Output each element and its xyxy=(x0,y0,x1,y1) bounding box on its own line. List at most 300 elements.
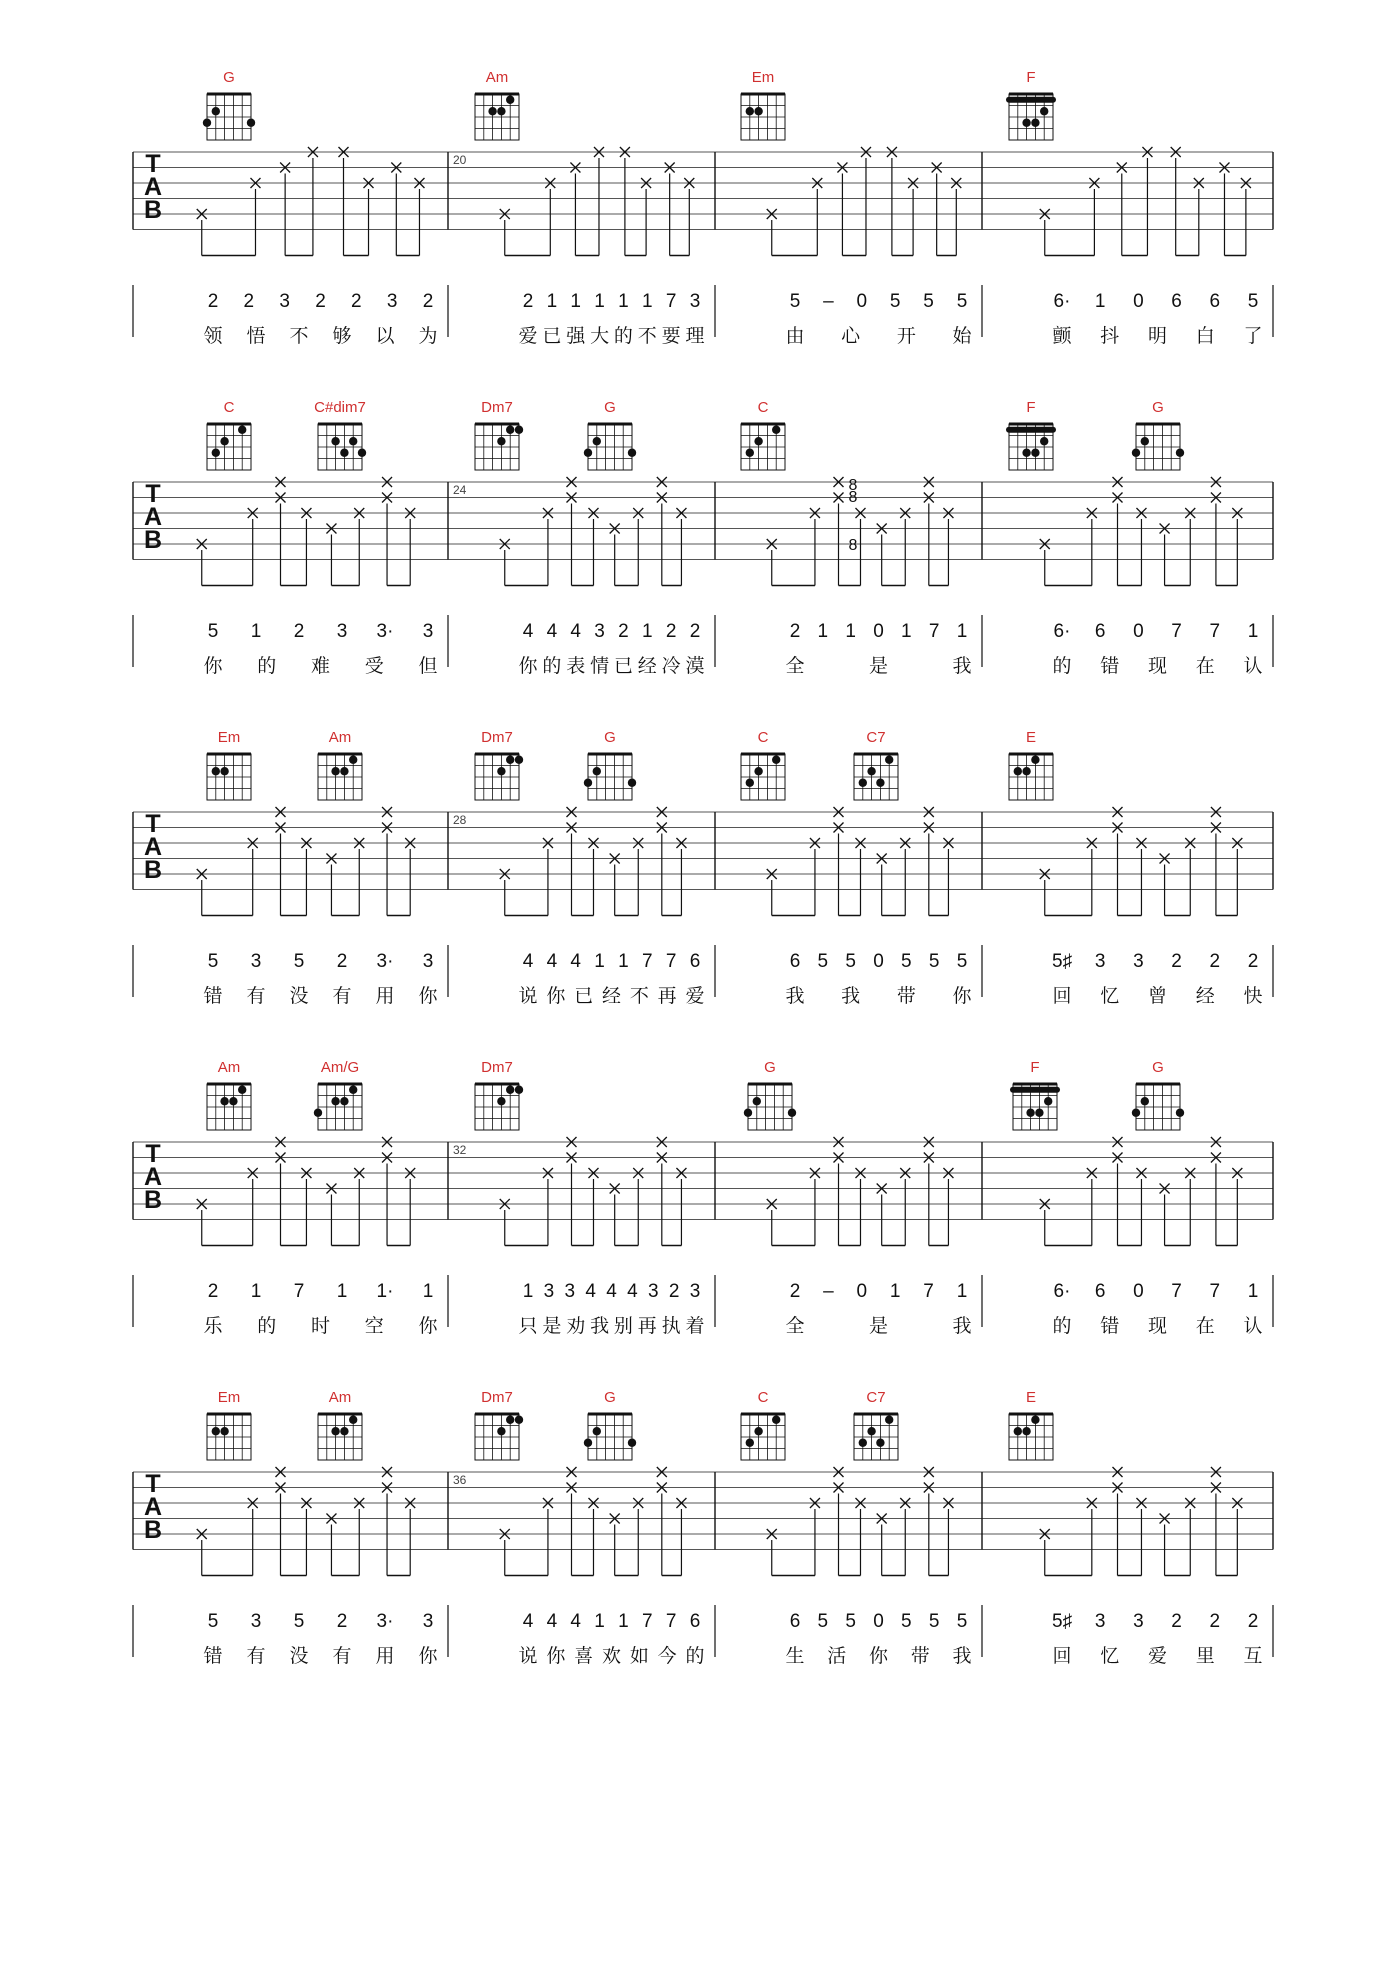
jianpu-note: 3 xyxy=(543,1281,555,1302)
chord-diagram-c xyxy=(741,1389,785,1460)
lyric-char: 生 xyxy=(785,1645,805,1667)
lyric-char: 已 xyxy=(542,325,562,347)
jianpu-note: 2 xyxy=(243,291,255,312)
jianpu-note: 5 xyxy=(293,951,305,972)
chord-name: G xyxy=(604,1389,616,1406)
lyric-char: 你 xyxy=(418,1315,438,1337)
chord-name: G xyxy=(604,399,616,416)
jianpu-note: 2 xyxy=(789,621,801,642)
jianpu-note: 2 xyxy=(1247,951,1259,972)
jianpu-note: 2 xyxy=(1209,1611,1221,1632)
lyric-char: 的 xyxy=(685,1645,705,1667)
jianpu-note: 5 xyxy=(901,951,912,972)
chord-diagram-c xyxy=(207,399,251,470)
finger-dot xyxy=(1176,1109,1184,1117)
jianpu-note: 5 xyxy=(956,951,968,972)
finger-dot xyxy=(746,779,754,787)
lyric-char: 别 xyxy=(613,1315,633,1337)
jianpu-note: 5 xyxy=(1247,291,1259,312)
finger-dot xyxy=(1040,437,1048,445)
chord-name: F xyxy=(1030,1059,1040,1076)
finger-dot xyxy=(488,107,496,115)
chord-diagram-cdim7 xyxy=(314,399,366,470)
finger-dot xyxy=(349,756,357,764)
jianpu-note: 6 xyxy=(1209,291,1221,312)
jianpu-note: 6 xyxy=(1094,1281,1106,1302)
measure-number: 28 xyxy=(453,813,467,827)
finger-dot xyxy=(753,1097,761,1105)
jianpu-note: 7 xyxy=(665,951,677,972)
jianpu-note: 5 xyxy=(928,1611,940,1632)
finger-dot xyxy=(229,1097,237,1105)
tab-clef-letter: A xyxy=(143,1493,163,1521)
jianpu-note: 6· xyxy=(1053,621,1071,642)
tab-clef-letter: T xyxy=(145,810,161,838)
tab-clef-letter: B xyxy=(143,1516,163,1544)
jianpu-note: 4 xyxy=(522,621,534,642)
finger-dot xyxy=(593,1427,601,1435)
jianpu-note: 5 xyxy=(956,1611,968,1632)
chord-name: G xyxy=(223,69,235,86)
jianpu-note: 3 xyxy=(279,291,290,312)
finger-dot xyxy=(340,767,348,775)
finger-dot xyxy=(247,119,255,127)
lyric-char: 不 xyxy=(637,325,657,347)
chord-name: G xyxy=(764,1059,776,1076)
lyric-char: 没 xyxy=(289,985,309,1007)
jianpu-note: 4 xyxy=(627,1281,638,1302)
chord-diagram-g xyxy=(1132,399,1184,470)
jianpu-note: 3 xyxy=(689,1281,701,1302)
chord-name: C xyxy=(223,399,235,416)
jianpu-note: 3 xyxy=(422,621,434,642)
jianpu-note: 7 xyxy=(1209,621,1221,642)
lyric-char: 我 xyxy=(841,985,861,1007)
finger-dot xyxy=(876,779,884,787)
chord-name: Am xyxy=(485,69,509,86)
finger-dot xyxy=(506,96,514,104)
lyric-char: 但 xyxy=(418,655,438,677)
finger-dot xyxy=(876,1439,884,1447)
jianpu-note: 1 xyxy=(1094,291,1106,312)
jianpu-note: – xyxy=(823,291,834,312)
lyric-char: 我 xyxy=(952,1645,972,1667)
finger-dot xyxy=(1014,1427,1022,1435)
lyric-char: 受 xyxy=(364,655,384,677)
finger-dot xyxy=(1014,767,1022,775)
jianpu-note: 7 xyxy=(665,291,677,312)
lyric-char: 经 xyxy=(637,655,657,677)
finger-dot xyxy=(584,449,592,457)
finger-dot xyxy=(506,1416,514,1424)
lyric-char: 快 xyxy=(1243,985,1263,1007)
lyric-char: 如 xyxy=(629,1645,649,1667)
lyric-char: 的 xyxy=(1052,1315,1072,1337)
lyric-char: 劝 xyxy=(566,1315,586,1337)
lyric-char: 你 xyxy=(418,985,438,1007)
lyric-char: 说 xyxy=(518,985,538,1007)
jianpu-note: 0 xyxy=(873,1611,884,1632)
jianpu-note: 2 xyxy=(336,951,348,972)
finger-dot xyxy=(593,437,601,445)
finger-dot xyxy=(349,1086,357,1094)
lyric-char: 再 xyxy=(657,985,677,1007)
jianpu-note: 4 xyxy=(546,1611,558,1632)
chord-diagram-dm7 xyxy=(475,1059,523,1130)
fret-number: 8 xyxy=(848,489,858,506)
lyric-char: 你 xyxy=(518,655,538,677)
finger-dot xyxy=(331,1427,339,1435)
chord-name: G xyxy=(1152,1059,1164,1076)
lyric-char: 是 xyxy=(868,1315,889,1337)
jianpu-note: 3 xyxy=(1133,1611,1144,1632)
lyric-char: 为 xyxy=(418,325,438,347)
chord-name: Em xyxy=(217,1389,241,1406)
jianpu-note: 1 xyxy=(618,951,629,972)
lyric-char: 执 xyxy=(661,1315,681,1337)
lyric-char: 够 xyxy=(332,325,352,347)
finger-dot xyxy=(867,767,875,775)
jianpu-note: 3 xyxy=(1133,951,1144,972)
jianpu-note: 1 xyxy=(594,1611,605,1632)
finger-dot xyxy=(340,1097,348,1105)
finger-dot xyxy=(212,449,220,457)
finger-dot xyxy=(358,449,366,457)
chord-name: E xyxy=(1025,1389,1037,1406)
jianpu-note: 7 xyxy=(641,951,653,972)
finger-dot xyxy=(506,756,514,764)
tab-row-1 xyxy=(133,69,1273,347)
chord-name: Am/G xyxy=(320,1059,360,1076)
finger-dot xyxy=(746,1439,754,1447)
jianpu-note: 2 xyxy=(689,621,701,642)
finger-dot xyxy=(628,779,636,787)
jianpu-note: 5 xyxy=(817,1611,829,1632)
lyric-char: 开 xyxy=(896,325,916,347)
lyric-char: 爱 xyxy=(518,325,538,347)
jianpu-note: 7 xyxy=(1171,1281,1182,1302)
barre xyxy=(1006,97,1056,103)
chord-name: Am xyxy=(217,1059,241,1076)
jianpu-note: 3 xyxy=(564,1281,576,1302)
jianpu-note: – xyxy=(823,1281,834,1302)
jianpu-note: 3· xyxy=(376,1611,394,1632)
finger-dot xyxy=(340,449,348,457)
lyric-char: 经 xyxy=(601,985,622,1007)
finger-dot xyxy=(1132,1109,1140,1117)
jianpu-note: 7 xyxy=(293,1281,305,1302)
tab-row-4 xyxy=(133,1059,1273,1337)
jianpu-note: 2 xyxy=(293,621,305,642)
measure-number: 20 xyxy=(453,153,467,167)
jianpu-note: 4 xyxy=(570,1611,582,1632)
lyric-char: 冷 xyxy=(661,655,681,677)
jianpu-note: 1 xyxy=(956,1281,968,1302)
jianpu-note: 6 xyxy=(1094,621,1106,642)
jianpu-note: 1 xyxy=(570,291,582,312)
lyric-char: 在 xyxy=(1195,1315,1215,1337)
finger-dot xyxy=(1022,449,1030,457)
jianpu-note: 1 xyxy=(594,951,605,972)
chord-name: C7 xyxy=(866,729,886,746)
chord-diagram-f xyxy=(1006,399,1056,470)
lyric-char: 悟 xyxy=(246,325,266,347)
jianpu-note: 6 xyxy=(1171,291,1182,312)
jianpu-note: 1 xyxy=(1247,621,1259,642)
jianpu-note: 3 xyxy=(336,621,348,642)
jianpu-note: 7 xyxy=(928,621,940,642)
jianpu-note: 3 xyxy=(594,621,605,642)
lyric-char: 在 xyxy=(1195,655,1215,677)
chord-name: G xyxy=(1152,399,1164,416)
jianpu-note: 5♯ xyxy=(1051,1611,1073,1632)
jianpu-note: 2 xyxy=(422,291,434,312)
lyric-char: 有 xyxy=(246,985,266,1007)
chord-name: Am xyxy=(328,1389,352,1406)
jianpu-note: 6 xyxy=(789,951,801,972)
finger-dot xyxy=(859,1439,867,1447)
jianpu-note: 1 xyxy=(845,621,856,642)
chord-name: C xyxy=(757,1389,769,1406)
finger-dot xyxy=(212,767,220,775)
jianpu-note: 3 xyxy=(647,1281,659,1302)
jianpu-note: 1 xyxy=(422,1281,434,1302)
finger-dot xyxy=(1141,437,1149,445)
lyric-char: 现 xyxy=(1147,1315,1168,1337)
jianpu-note: 1 xyxy=(889,1281,901,1302)
chord-name: Dm7 xyxy=(481,399,513,416)
tab-clef-letter: B xyxy=(143,856,163,884)
measure-number: 24 xyxy=(453,483,467,497)
chord-name: Em xyxy=(217,729,241,746)
jianpu-note: 5 xyxy=(207,621,219,642)
jianpu-note: 6· xyxy=(1053,1281,1071,1302)
jianpu-note: 2 xyxy=(1209,951,1221,972)
barre xyxy=(1006,427,1056,433)
finger-dot xyxy=(506,1086,514,1094)
jianpu-note: 2 xyxy=(1171,1611,1182,1632)
lyric-char: 现 xyxy=(1147,655,1168,677)
finger-dot xyxy=(746,449,754,457)
chord-diagram-f xyxy=(1010,1059,1060,1130)
lyric-char: 带 xyxy=(896,985,916,1007)
jianpu-note: 1 xyxy=(1247,1281,1259,1302)
lyric-char: 再 xyxy=(637,1315,657,1337)
finger-dot xyxy=(1022,767,1030,775)
finger-dot xyxy=(340,1427,348,1435)
finger-dot xyxy=(314,1109,322,1117)
lyric-char: 颤 xyxy=(1052,325,1072,347)
lyric-char: 表 xyxy=(566,655,586,677)
tab-clef-letter: T xyxy=(145,480,161,508)
chord-diagram-am xyxy=(318,729,362,800)
tab-clef-letter: B xyxy=(143,196,163,224)
finger-dot xyxy=(859,779,867,787)
finger-dot xyxy=(220,437,228,445)
jianpu-note: 0 xyxy=(873,621,884,642)
finger-dot xyxy=(515,756,523,764)
lyric-char: 领 xyxy=(203,325,223,347)
finger-dot xyxy=(754,1427,762,1435)
finger-dot xyxy=(1035,1109,1043,1117)
finger-dot xyxy=(1022,119,1030,127)
jianpu-note: 5 xyxy=(956,291,968,312)
lyric-char: 你 xyxy=(546,1645,566,1667)
chord-name: Dm7 xyxy=(481,1059,513,1076)
jianpu-note: 2 xyxy=(618,621,629,642)
lyric-char: 了 xyxy=(1243,325,1263,347)
jianpu-note: 3 xyxy=(422,951,434,972)
jianpu-note: 1 xyxy=(250,621,262,642)
lyric-char: 爱 xyxy=(685,985,705,1007)
chord-diagram-c xyxy=(741,399,785,470)
lyric-char: 是 xyxy=(542,1315,562,1337)
finger-dot xyxy=(584,779,592,787)
chord-name: C xyxy=(757,399,769,416)
lyric-char: 时 xyxy=(310,1315,331,1337)
finger-dot xyxy=(628,449,636,457)
chord-diagram-c7 xyxy=(854,1389,898,1460)
finger-dot xyxy=(349,437,357,445)
lyric-char: 理 xyxy=(685,325,705,347)
chord-diagram-g xyxy=(744,1059,796,1130)
lyric-char: 的 xyxy=(257,1315,277,1337)
lyric-char: 欢 xyxy=(601,1645,622,1667)
chord-diagram-dm7 xyxy=(475,729,523,800)
jianpu-note: 3 xyxy=(1094,951,1106,972)
tab-clef-letter: T xyxy=(145,1140,161,1168)
lyric-char: 的 xyxy=(613,325,633,347)
jianpu-note: 3 xyxy=(1094,1611,1106,1632)
lyric-char: 错 xyxy=(1100,1315,1120,1337)
measure-number: 32 xyxy=(453,1143,467,1157)
lyric-char: 没 xyxy=(289,1645,309,1667)
lyric-char: 情 xyxy=(590,655,610,677)
chord-name: F xyxy=(1026,399,1036,416)
lyric-char: 认 xyxy=(1243,1315,1263,1337)
lyric-char: 回 xyxy=(1052,985,1072,1007)
finger-dot xyxy=(515,426,523,434)
lyric-char: 着 xyxy=(685,1315,705,1337)
chord-name: C xyxy=(757,729,769,746)
jianpu-note: 2 xyxy=(351,291,362,312)
fret-number: 8 xyxy=(848,537,858,554)
lyric-char: 是 xyxy=(868,655,889,677)
jianpu-note: 1 xyxy=(594,291,605,312)
jianpu-note: 1 xyxy=(618,291,629,312)
finger-dot xyxy=(220,1097,228,1105)
lyric-char: 忆 xyxy=(1100,1645,1120,1667)
chord-name: Em xyxy=(751,69,775,86)
jianpu-note: 5 xyxy=(845,951,856,972)
barre xyxy=(1010,1087,1060,1093)
lyric-char: 已 xyxy=(574,985,594,1007)
finger-dot xyxy=(331,437,339,445)
finger-dot xyxy=(1031,756,1039,764)
lyric-char: 乐 xyxy=(203,1315,223,1337)
finger-dot xyxy=(220,1427,228,1435)
lyric-char: 抖 xyxy=(1100,325,1120,347)
jianpu-note: 5 xyxy=(889,291,901,312)
finger-dot xyxy=(1031,449,1039,457)
lyric-char: 有 xyxy=(246,1645,266,1667)
jianpu-note: 4 xyxy=(570,951,582,972)
jianpu-note: 4 xyxy=(546,621,558,642)
jianpu-note: 3· xyxy=(376,621,394,642)
finger-dot xyxy=(497,1427,505,1435)
lyric-char: 你 xyxy=(203,655,223,677)
jianpu-note: 4 xyxy=(546,951,558,972)
finger-dot xyxy=(885,1416,893,1424)
finger-dot xyxy=(497,107,505,115)
fret-number: 8 xyxy=(848,477,858,494)
finger-dot xyxy=(506,426,514,434)
finger-dot xyxy=(331,1097,339,1105)
lyric-char: 用 xyxy=(375,985,395,1007)
jianpu-note: 0 xyxy=(1133,621,1144,642)
lyric-char: 里 xyxy=(1195,1645,1215,1667)
finger-dot xyxy=(1132,449,1140,457)
lyric-char: 我 xyxy=(952,655,972,677)
jianpu-note: 5 xyxy=(789,291,801,312)
lyric-char: 经 xyxy=(1195,985,1215,1007)
jianpu-note: 2 xyxy=(789,1281,801,1302)
finger-dot xyxy=(212,107,220,115)
finger-dot xyxy=(754,767,762,775)
chord-diagram-g xyxy=(584,1389,636,1460)
finger-dot xyxy=(497,437,505,445)
finger-dot xyxy=(203,119,211,127)
tab-row-5 xyxy=(133,1389,1273,1667)
finger-dot xyxy=(515,1416,523,1424)
lyric-char: 用 xyxy=(375,1645,395,1667)
jianpu-note: 3 xyxy=(386,291,398,312)
finger-dot xyxy=(628,1439,636,1447)
jianpu-note: 3 xyxy=(250,951,262,972)
jianpu-note: 2 xyxy=(522,291,534,312)
chord-diagram-g xyxy=(584,399,636,470)
jianpu-note: 5 xyxy=(207,1611,219,1632)
lyric-char: 爱 xyxy=(1147,1645,1168,1667)
tab-clef-letter: B xyxy=(143,526,163,554)
lyric-char: 你 xyxy=(952,985,972,1007)
finger-dot xyxy=(885,756,893,764)
chord-diagram-c xyxy=(741,729,785,800)
finger-dot xyxy=(746,107,754,115)
chord-diagram-dm7 xyxy=(475,399,523,470)
finger-dot xyxy=(744,1109,752,1117)
chord-diagram-g xyxy=(584,729,636,800)
jianpu-note: 1· xyxy=(376,1281,394,1302)
chord-name: Dm7 xyxy=(481,729,513,746)
chord-diagram-em xyxy=(207,729,251,800)
lyric-char: 要 xyxy=(661,325,681,347)
jianpu-note: 1 xyxy=(817,621,829,642)
chord-diagram-am xyxy=(207,1059,251,1130)
jianpu-note: 1 xyxy=(641,291,653,312)
chord-diagram-am xyxy=(475,69,519,140)
chord-name: E xyxy=(1025,729,1037,746)
jianpu-note: 4 xyxy=(585,1281,596,1302)
finger-dot xyxy=(349,1416,357,1424)
jianpu-note: 2 xyxy=(207,291,219,312)
finger-dot xyxy=(1044,1097,1052,1105)
jianpu-note: 2 xyxy=(207,1281,219,1302)
jianpu-note: 0 xyxy=(1133,1281,1144,1302)
lyric-char: 全 xyxy=(785,1315,805,1337)
jianpu-note: 7 xyxy=(1209,1281,1221,1302)
chord-diagram-f xyxy=(1006,69,1056,140)
